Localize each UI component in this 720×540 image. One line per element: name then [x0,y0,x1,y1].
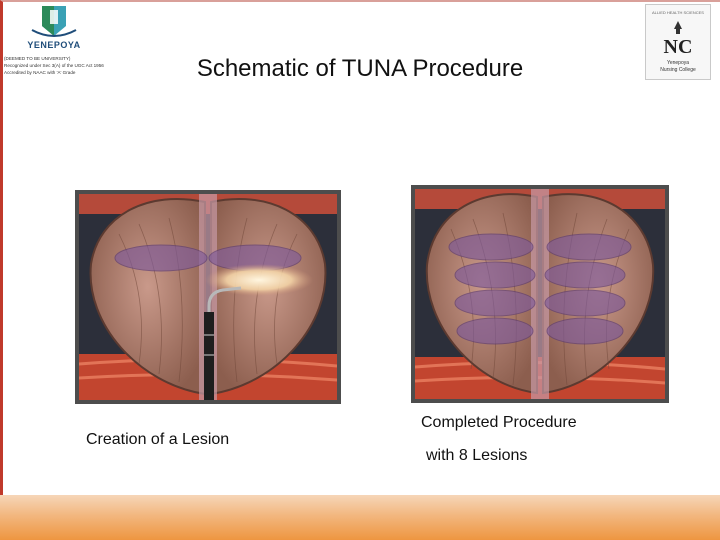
college-logo-top-text: ALLIED HEALTH SCIENCES [652,10,704,15]
lesion-creation-illustration [75,190,341,404]
university-subline-2: Recognized under Sec 3(A) of the UGC Act 1956 [4,63,104,68]
right-figure-caption-line-1: Completed Procedure [421,414,577,431]
footer-bar [0,495,720,540]
college-name-line-2: Nursing College [660,67,696,73]
university-name: YENEPOYA [27,40,81,50]
university-subline-1: (DEEMED TO BE UNIVERSITY) [4,56,71,61]
right-figure-caption-line-2: with 8 Lesions [426,447,528,464]
college-emblem-icon [660,19,696,57]
college-emblem-letters: NC [663,36,693,57]
college-name-line-1: Yenepoya [666,60,690,66]
slide-title: Schematic of TUNA Procedure [196,55,524,82]
completed-procedure-illustration [411,185,669,403]
left-figure-caption: Creation of a Lesion [86,431,230,448]
university-crest-icon [4,4,104,40]
university-subline-3: Accredited by NAAC with 'A' Grade [4,70,76,75]
